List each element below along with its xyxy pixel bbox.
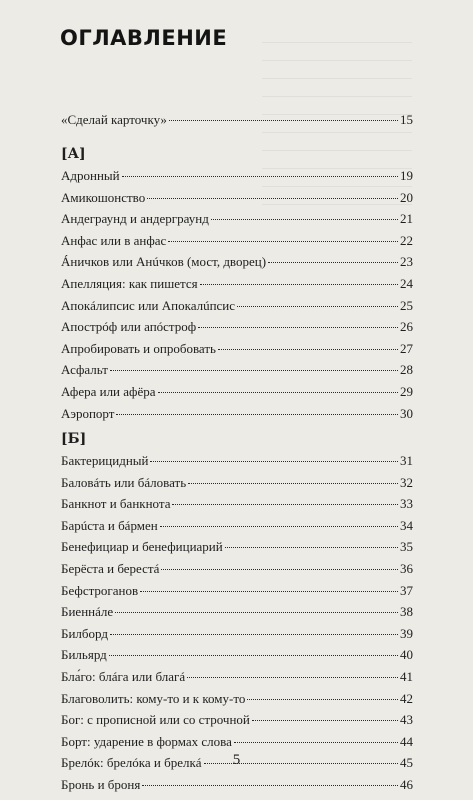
- toc-entry: [61, 165, 413, 187]
- toc-entry-page: 29: [400, 383, 413, 399]
- dot-leader: [109, 655, 398, 656]
- toc-entry-label: Амикошонство: [61, 189, 146, 205]
- toc-entry: [61, 601, 413, 623]
- dot-leader: [268, 262, 398, 263]
- toc-entry: [61, 295, 413, 317]
- toc-entry: [61, 403, 413, 425]
- toc-entry-label: Бильярд: [61, 647, 107, 663]
- dot-leader: [234, 742, 398, 743]
- toc-entry-page: 44: [400, 733, 413, 749]
- toc-entry: [61, 230, 413, 252]
- dot-leader: [225, 547, 398, 548]
- page-title: ОГЛАВЛЕНИЕ: [60, 26, 228, 50]
- toc-entry-label: Борт: ударение в формах слова: [61, 733, 232, 749]
- toc-entry-label: Апробировать и опробовать: [61, 340, 216, 356]
- dot-leader: [187, 677, 398, 678]
- toc-entry-page: 22: [400, 232, 413, 248]
- toc-entry-label: Афера или афёра: [61, 383, 156, 399]
- toc-entry-page: 31: [400, 453, 413, 468]
- toc-entry-page: 26: [400, 319, 413, 335]
- toc-entry-page: 46: [400, 776, 413, 792]
- dot-leader: [150, 461, 398, 462]
- section-heading: [А]: [61, 146, 86, 162]
- toc-entry-label: Бронь и броня: [61, 776, 141, 792]
- toc-entry: [61, 251, 413, 273]
- toc-entry-page: 15: [400, 112, 413, 127]
- toc-intro: [61, 109, 413, 131]
- toc-entry-page: 43: [400, 712, 413, 728]
- dot-leader: [172, 504, 398, 505]
- toc-entry: [61, 688, 413, 710]
- toc-section-a: [61, 143, 413, 424]
- dot-leader: [116, 414, 398, 415]
- toc-entry: [61, 536, 413, 558]
- toc-entry-label: Апелляция: как пишется: [61, 275, 198, 291]
- toc-entry: [61, 316, 413, 338]
- toc-entry-page: 41: [400, 668, 413, 684]
- toc-entry-page: 24: [400, 275, 413, 291]
- page-number: 5: [232, 752, 241, 768]
- dot-leader: [122, 176, 398, 177]
- toc-entry: [61, 644, 413, 666]
- toc-entry-page: 34: [400, 517, 413, 533]
- toc-entry-page: 28: [400, 362, 413, 378]
- toc-entry-page: 42: [400, 690, 413, 706]
- toc-entry-page: 37: [400, 582, 413, 598]
- section-heading: [Б]: [61, 431, 87, 447]
- toc-entry-label: Брелóк: брелóка и брелкá: [61, 755, 202, 771]
- toc-entry: [61, 709, 413, 731]
- dot-leader: [247, 699, 398, 700]
- toc-entry-page: 20: [400, 189, 413, 205]
- toc-entry: [61, 731, 413, 753]
- toc-entry-page: 23: [400, 254, 413, 270]
- dot-leader: [168, 241, 398, 242]
- toc-entry-page: 39: [400, 625, 413, 641]
- toc-entry-label: Асфальт: [61, 362, 108, 378]
- toc-entry-label: Бактерицидный: [61, 453, 149, 468]
- dot-leader: [211, 219, 398, 220]
- toc-entry: [61, 580, 413, 602]
- toc-entry-page: 35: [400, 539, 413, 555]
- toc-entry-label: Бог: с прописной или со строчной: [61, 712, 250, 728]
- dot-leader: [147, 198, 398, 199]
- toc-entry-label: Билборд: [61, 625, 108, 641]
- dot-leader: [237, 306, 398, 307]
- dot-leader: [110, 370, 398, 371]
- dot-leader: [188, 483, 398, 484]
- dot-leader: [161, 569, 398, 570]
- dot-leader: [110, 634, 398, 635]
- toc-entry: [61, 774, 413, 796]
- toc-entry-page: 27: [400, 340, 413, 356]
- toc-entry-page: 38: [400, 604, 413, 620]
- dot-leader: [218, 349, 398, 350]
- dot-leader: [115, 612, 398, 613]
- toc-entry: [61, 208, 413, 230]
- toc-entry-label: Бефстроганов: [61, 582, 139, 598]
- toc-entry-label: Апокáлипсис или Апокалúпсис: [61, 297, 236, 313]
- toc-entry: [61, 359, 413, 381]
- toc-entry: [61, 273, 413, 295]
- dot-leader: [160, 526, 398, 527]
- toc-entry: [61, 515, 413, 537]
- toc-entry-page: 30: [400, 405, 413, 421]
- dot-leader: [142, 785, 398, 786]
- toc-entry-label: Адронный: [61, 168, 120, 183]
- toc-entry-label: Апострóф или апóстроф: [61, 319, 197, 335]
- dot-leader: [140, 591, 398, 592]
- toc-entry: [61, 472, 413, 494]
- dot-leader: [169, 120, 398, 121]
- toc-entry-label: «Сделай карточку»: [61, 112, 167, 127]
- toc-entry: [61, 338, 413, 360]
- toc-entry: [61, 187, 413, 209]
- dot-leader: [158, 392, 399, 393]
- toc-entry: [61, 666, 413, 688]
- toc-entry-label: Благоволить: кому-то и к кому-то: [61, 690, 246, 706]
- toc-entry-page: 33: [400, 496, 413, 512]
- toc-entry-label: Берёста и берестá: [61, 560, 160, 576]
- toc-entry-label: Анфас или в анфас: [61, 232, 167, 248]
- dot-leader: [252, 720, 398, 721]
- toc-entry-label: Баловáть или бáловать: [61, 474, 187, 490]
- toc-entry: [61, 109, 413, 131]
- toc-entry-page: 25: [400, 297, 413, 313]
- toc-entry-label: Андеграунд и андерграунд: [61, 211, 209, 227]
- toc-entry-label: Аэропорт: [61, 405, 115, 421]
- toc-entry-page: 32: [400, 474, 413, 490]
- toc-entry-label: Áничков или Анúчков (мост, дворец): [61, 254, 267, 270]
- toc-entry-label: Бла́го: блáга или благá: [61, 668, 186, 684]
- dot-leader: [200, 284, 398, 285]
- toc-entry: [61, 558, 413, 580]
- toc-entry-label: Бенефициар и бенефициарий: [61, 539, 223, 555]
- toc-entry-page: 45: [400, 755, 413, 771]
- toc-entry-page: 36: [400, 560, 413, 576]
- toc-entry: [61, 450, 413, 472]
- toc-entry-label: Банкнот и банкнота: [61, 496, 171, 512]
- toc-entry-label: Биеннáле: [61, 604, 114, 620]
- toc-entry-label: Барúста и бáрмен: [61, 517, 158, 533]
- dot-leader: [198, 327, 398, 328]
- toc-entry-page: 19: [400, 168, 413, 183]
- toc-section-b: [61, 428, 413, 796]
- toc-entry: [61, 493, 413, 515]
- toc-entry: [61, 623, 413, 645]
- toc-entry-page: 21: [400, 211, 413, 227]
- toc-entry: [61, 381, 413, 403]
- toc-entry-page: 40: [400, 647, 413, 663]
